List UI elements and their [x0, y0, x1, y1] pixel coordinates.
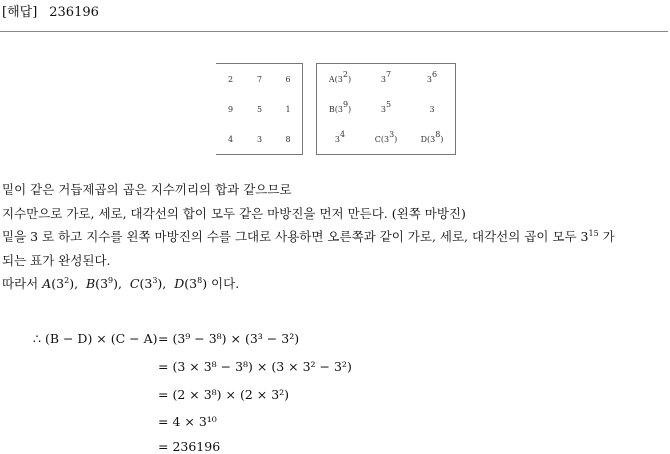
therefore-symbol: ∴: [33, 331, 41, 346]
answer-label: [해답]: [2, 5, 38, 20]
cell-base: C(3: [374, 134, 390, 144]
magic-square-cell: 4: [216, 124, 245, 155]
magic-square-cell: 2: [216, 64, 245, 95]
conclusion-prefix: 따라서: [2, 276, 39, 291]
result-base: 3: [100, 276, 109, 291]
magic-square-cell: 7: [245, 64, 274, 95]
power-square-cell: [317, 64, 364, 95]
power-square-cell: [363, 94, 409, 124]
cell-base: 3: [380, 74, 386, 84]
power-square-row: [317, 94, 456, 124]
explanation-line: 밑이 같은 거듭제곱의 곱은 지수끼리의 합과 같으므로: [2, 182, 292, 197]
math-step: = 4 × 3¹⁰: [158, 414, 217, 429]
exponent-magic-square: [216, 63, 303, 155]
power-square-cell: [363, 64, 409, 95]
magic-square-cell: 8: [274, 124, 303, 155]
magic-square-cell: 1: [274, 94, 303, 124]
explanation-line: 되는 표가 완성된다.: [2, 252, 111, 268]
conclusion-suffix: 이다.: [211, 276, 240, 291]
cell-exponent: 8: [435, 129, 441, 139]
math-expression: 4 × 3¹⁰: [172, 414, 217, 429]
cell-exponent: 9: [342, 99, 349, 109]
magic-square-cell: 6: [274, 64, 303, 95]
result-name: B: [85, 276, 96, 291]
magic-square-row: [216, 124, 303, 155]
result-name: D: [174, 276, 185, 291]
magic-square-cell: 5: [256, 104, 263, 114]
result-name: C: [129, 276, 140, 291]
magic-square-row: [216, 64, 303, 95]
math-expression: (B − D) × (C − A): [44, 331, 158, 346]
result-base: 3: [144, 276, 153, 291]
math-step: = (3⁹ − 3⁸) × (3³ − 3²): [158, 331, 300, 346]
math-step: = (2 × 3⁸) × (2 × 3²): [158, 387, 290, 402]
answer-value: 236196: [49, 5, 99, 20]
math-expression: (2 × 3⁸) × (2 × 3²): [172, 387, 290, 402]
explanation-text: [2, 178, 668, 296]
explanation-line: 지수만으로 가로, 세로, 대각선의 합이 모두 같은 마방진을 먼저 만든다. (왼쪽 마방진): [2, 205, 466, 221]
power-square-cell: [409, 124, 456, 155]
cell-exponent: 4: [340, 129, 346, 139]
explanation-line: [2, 225, 668, 249]
cell-base: D(3: [420, 134, 436, 144]
result-base: 3: [189, 276, 198, 291]
cell-base: 3: [429, 104, 435, 114]
cell-base: A(3: [328, 74, 343, 84]
math-lhs: [33, 331, 158, 346]
power-square-row: [317, 124, 456, 155]
header-divider: [0, 31, 668, 32]
power-square-row: [317, 64, 456, 95]
power-square-cell: [409, 64, 456, 95]
conclusion-line: 따라서 $A(3^2)$, $B(3^9)$, $C(3^3)$, $D(3^8)$ 이다.: [2, 276, 240, 291]
power-square-cell: [317, 124, 364, 155]
result-exponent: 2: [64, 276, 70, 285]
math-expression: (3 × 3⁸ − 3⁸) × (3 × 3² − 3²): [172, 359, 352, 374]
result-base: 3: [56, 276, 65, 291]
cell-exponent: 5: [386, 99, 392, 109]
cell-base: 3: [426, 74, 432, 84]
result-name: A: [42, 276, 52, 291]
magic-square-row: [216, 94, 303, 124]
math-step: = (3 × 3⁸ − 3⁸) × (3 × 3² − 3²): [158, 359, 352, 374]
cell-base: 3: [380, 104, 386, 114]
power-square-cell: [317, 94, 364, 124]
power-square-cell: [363, 124, 409, 155]
cell-tail: ): [348, 104, 352, 114]
cell-base: 3: [334, 134, 340, 144]
cell-tail: ): [440, 134, 444, 144]
result-exponent: 9: [108, 276, 114, 285]
magic-square-cell: 9: [227, 104, 234, 114]
cell-tail: ): [394, 134, 398, 144]
magic-square-cell: 3: [245, 124, 274, 155]
math-result: = 236196: [158, 439, 221, 454]
power-square-cell: [409, 94, 456, 124]
cell-exponent: 7: [386, 69, 392, 79]
cell-base: B(3: [328, 104, 343, 114]
power-magic-square: [316, 63, 456, 155]
result-exponent: 3: [152, 276, 158, 285]
line-exponent: 15: [588, 229, 599, 238]
cell-exponent: 2: [342, 69, 348, 79]
result-exponent: 8: [197, 276, 203, 285]
line-text: 가: [598, 229, 615, 244]
cell-exponent: 3: [389, 129, 395, 139]
math-expression: 236196: [172, 439, 221, 454]
cell-tail: ): [347, 74, 352, 84]
math-expression: (3⁹ − 3⁸) × (3³ − 3²): [172, 331, 300, 346]
line-text: 밑을 3 로 하고 지수를 왼쪽 마방진의 수를 그대로 사용하면 오른쪽과 같이 가로, 세로, 대각선의 곱이 모두 3: [2, 229, 589, 244]
cell-exponent: 6: [432, 69, 438, 79]
answer-header: [2, 1, 99, 20]
